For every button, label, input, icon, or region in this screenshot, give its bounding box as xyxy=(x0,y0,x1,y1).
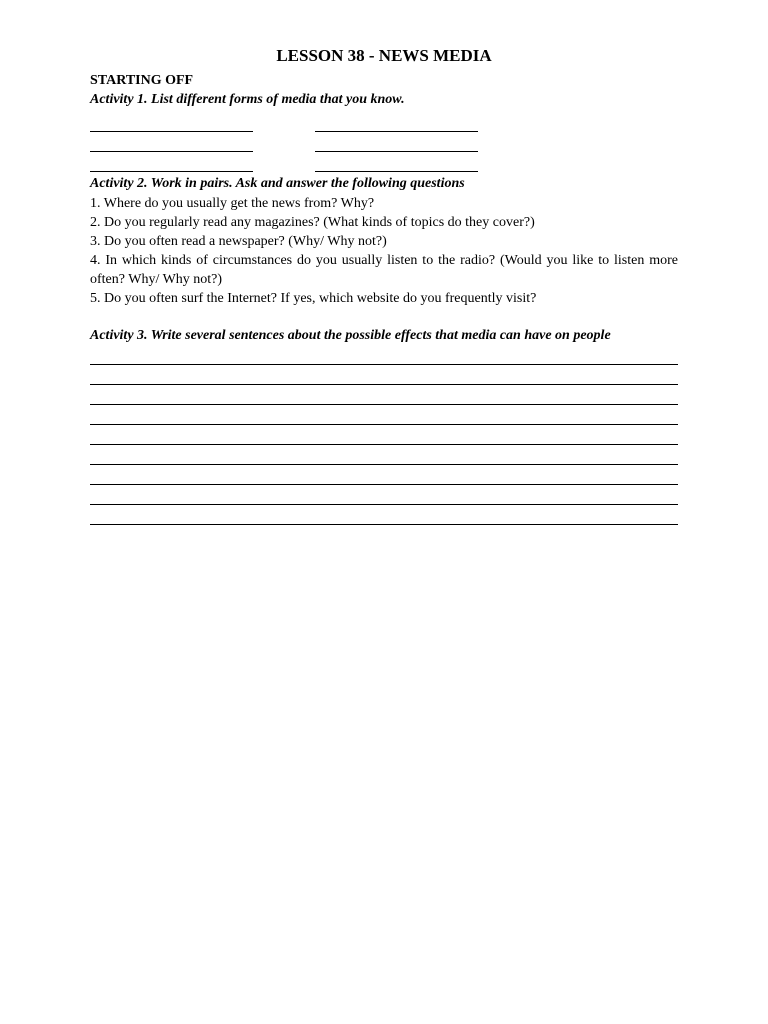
page-title: LESSON 38 - NEWS MEDIA xyxy=(276,46,492,65)
answer-blank[interactable] xyxy=(90,134,253,152)
activity-3-writing-lines xyxy=(90,346,678,525)
question-item: 1. Where do you usually get the news from? Why? xyxy=(90,196,375,211)
writing-line[interactable] xyxy=(90,466,678,485)
worksheet-page xyxy=(90,44,678,526)
question-item: 5. Do you often surf the Internet? If yes, which website do you frequently visit? xyxy=(90,291,537,306)
writing-line[interactable] xyxy=(90,506,678,525)
question-item: 4. In which kinds of circumstances do you usually listen to the radio? (Would you like to listen more often? Why/ Why not?) xyxy=(90,253,678,287)
writing-line[interactable] xyxy=(90,446,678,465)
activity-2-heading: Activity 2. Work in pairs. Ask and answer the following questions xyxy=(90,176,465,191)
answer-blank[interactable] xyxy=(315,134,478,152)
answer-blank[interactable] xyxy=(315,154,478,172)
activity-1-heading: Activity 1. List different forms of media that you know. xyxy=(90,92,405,107)
question-item: 2. Do you regularly read any magazines? (What kinds of topics do they cover?) xyxy=(90,215,535,230)
activity-2-questions xyxy=(90,194,678,308)
writing-line[interactable] xyxy=(90,386,678,405)
starting-off-heading: STARTING OFF xyxy=(90,73,194,88)
writing-line[interactable] xyxy=(90,486,678,505)
writing-line[interactable] xyxy=(90,406,678,425)
writing-line[interactable] xyxy=(90,366,678,385)
answer-blank[interactable] xyxy=(315,114,478,132)
answer-blank[interactable] xyxy=(90,154,253,172)
writing-line[interactable] xyxy=(90,346,678,365)
activity-3-heading: Activity 3. Write several sentences about the possible effects that media can have on people xyxy=(90,328,611,343)
activity-1-answer-blanks xyxy=(90,114,678,172)
writing-line[interactable] xyxy=(90,426,678,445)
section-spacer xyxy=(90,308,678,326)
answer-blank[interactable] xyxy=(90,114,253,132)
question-item: 3. Do you often read a newspaper? (Why/ Why not?) xyxy=(90,234,387,249)
